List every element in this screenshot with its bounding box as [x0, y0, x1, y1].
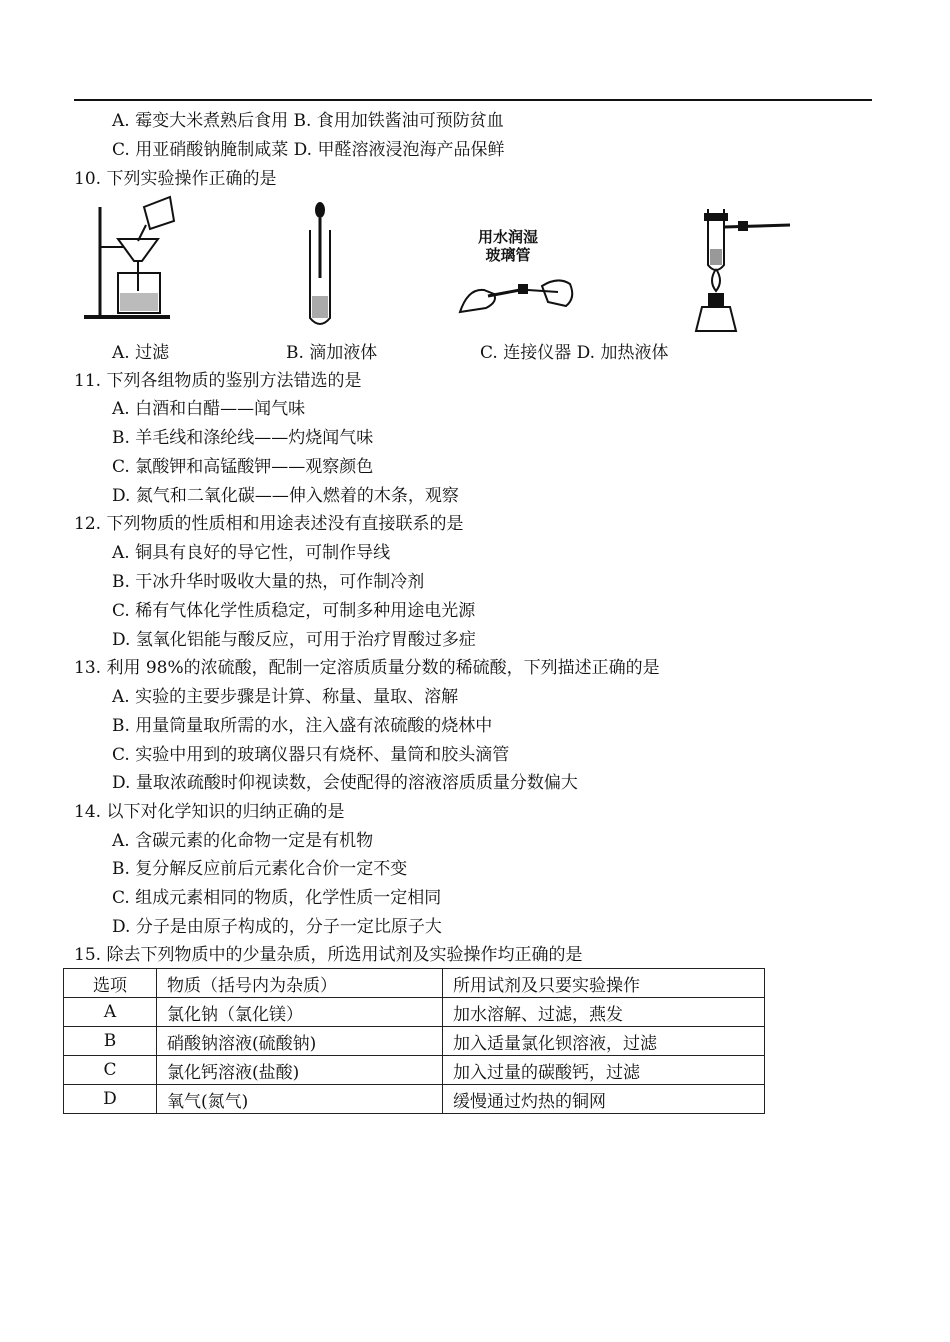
- connect-tube-hands-figure: [458, 268, 580, 320]
- q12-option-d: D. 氢氧化铝能与酸反应，可用于治疗胃酸过多症: [112, 630, 476, 650]
- q13-option-a: A. 实验的主要步骤是计算、称量、量取、溶解: [112, 687, 459, 707]
- table-header-cell: 选项: [64, 969, 157, 998]
- q14-option-a: A. 含碳元素的化命物一定是有机物: [112, 831, 374, 851]
- table-row: [64, 1027, 765, 1056]
- q11-stem: 11. 下列各组物质的鉴别方法错选的是: [74, 371, 362, 391]
- table-cell: D: [64, 1085, 157, 1114]
- q12-option-c: C. 稀有气体化学性质稳定，可制多种用途电光源: [112, 601, 476, 621]
- table-cell: B: [64, 1027, 157, 1056]
- table-cell: 缓慢通过灼热的铜网: [443, 1085, 765, 1114]
- q12-option-b: B. 干冰升华时吸收大量的热，可作制冷剂: [112, 572, 425, 592]
- table-cell: 氯化钠（氯化镁）: [157, 998, 443, 1027]
- connect-figure-caption: 用水润湿 玻璃管: [478, 228, 539, 264]
- q13-stem: 13. 利用 98%的浓硫酸，配制一定溶质质量分数的稀硫酸，下列描述正确的是: [74, 658, 660, 678]
- q11-option-d: D. 氮气和二氧化碳——伸入燃着的木条，观察: [112, 486, 459, 506]
- q10-option-cd: C. 连接仪器 D. 加热液体: [480, 343, 669, 363]
- q11-option-c: C. 氯酸钾和高锰酸钾——观察颜色: [112, 457, 374, 477]
- table-cell: 氯化钙溶液(盐酸): [157, 1056, 443, 1085]
- q14-option-b: B. 复分解反应前后元素化合价一定不变: [112, 859, 408, 879]
- q13-option-b: B. 用量筒量取所需的水，注入盛有浓硫酸的烧林中: [112, 716, 493, 736]
- q12-option-a: A. 铜具有良好的导它性，可制作导线: [112, 543, 391, 563]
- q13-option-d: D. 量取浓疏酸时仰视读数，会使配得的溶液溶质质量分数偏大: [112, 773, 578, 793]
- table-header-cell: 所用试剂及只要实验操作: [443, 969, 765, 998]
- header-rule: [74, 99, 872, 101]
- q14-option-d: D. 分子是由原子构成的，分子一定比原子大: [112, 917, 442, 937]
- table-cell: 加入适量氯化钡溶液，过滤: [443, 1027, 765, 1056]
- q10-option-a: A. 过滤: [112, 343, 170, 363]
- table-cell: 氧气(氮气): [157, 1085, 443, 1114]
- filtration-apparatus-figure: [80, 195, 185, 325]
- q14-stem: 14. 以下对化学知识的归纳正确的是: [74, 802, 345, 822]
- table-header-row: [64, 969, 765, 998]
- table-cell: 加水溶解、过滤，燕发: [443, 998, 765, 1027]
- q10-option-b: B. 滴加液体: [286, 343, 378, 363]
- table-row: [64, 1056, 765, 1085]
- table-cell: 硝酸钠溶液(硫酸钠): [157, 1027, 443, 1056]
- q11-option-b: B. 羊毛线和涤纶线——灼烧闻气味: [112, 428, 374, 448]
- q9-option-ab: A. 霉变大米煮熟后食用 B. 食用加铁酱油可预防贫血: [112, 111, 504, 131]
- table-cell: 加入过量的碳酸钙，过滤: [443, 1056, 765, 1085]
- q11-option-a: A. 白酒和白醋——闻气味: [112, 399, 306, 419]
- q12-stem: 12. 下列物质的性质相和用途表述没有直接联系的是: [74, 514, 464, 534]
- q14-option-c: C. 组成元素相同的物质，化学性质一定相同: [112, 888, 442, 908]
- q13-option-c: C. 实验中用到的玻璃仪器只有烧杯、量筒和胶头滴管: [112, 745, 510, 765]
- dropper-test-tube-figure: [300, 200, 340, 332]
- table-row: [64, 998, 765, 1027]
- q15-table: [63, 968, 765, 1114]
- table-header-cell: 物质（括号内为杂质）: [157, 969, 443, 998]
- heating-liquid-figure: [690, 205, 795, 335]
- table-row: [64, 1085, 765, 1114]
- q10-stem: 10. 下列实验操作正确的是: [74, 169, 277, 189]
- q9-option-cd: C. 用亚硝酸钠腌制咸菜 D. 甲醛溶液浸泡海产品保鲜: [112, 140, 505, 160]
- table-cell: C: [64, 1056, 157, 1085]
- table-cell: A: [64, 998, 157, 1027]
- q15-stem: 15. 除去下列物质中的少量杂质，所选用试剂及实验操作均正确的是: [74, 945, 583, 965]
